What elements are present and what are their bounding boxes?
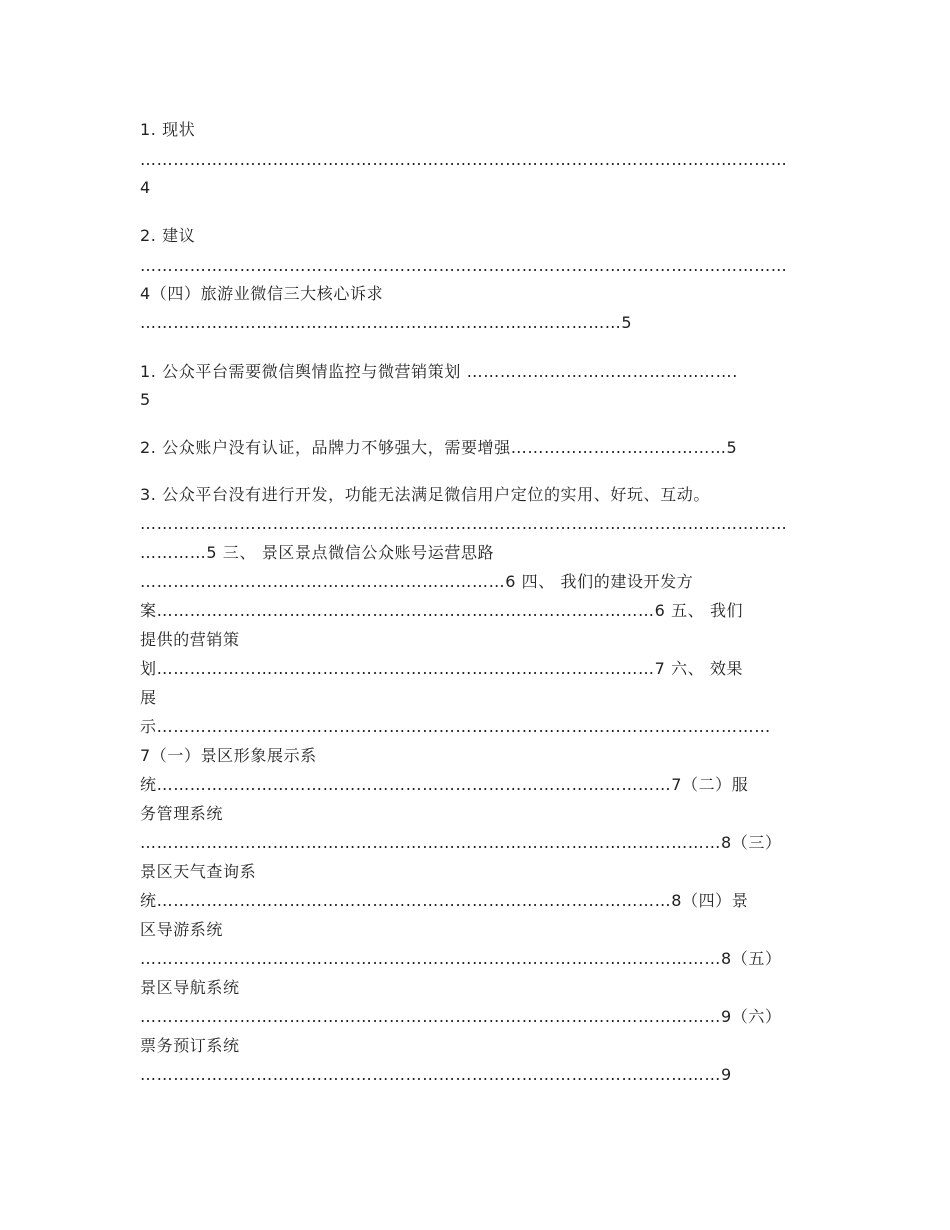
toc-line: ……………………………………………………………………………5	[140, 313, 633, 332]
toc-line: …………………………………………………………6 四、 我们的建设开发方	[140, 572, 694, 591]
toc-line: 提供的营销策	[140, 630, 240, 649]
toc-line: 案………………………………………………………………………………6 五、 我们	[140, 601, 744, 620]
toc-line: 景区导航系统	[140, 978, 240, 997]
toc-line: 示…………………………………………………………………………………………………	[140, 717, 771, 736]
toc-line: 展	[140, 688, 157, 707]
toc-line: ………………………………………………………………………………………………………	[140, 150, 788, 169]
toc-line: 区导游系统	[140, 920, 224, 939]
toc-line: 7（一）景区形象展示系	[140, 746, 317, 765]
toc-line: ………………………………………………………………………………………………………	[140, 256, 788, 275]
toc-line: 统…………………………………………………………………………………8（四）景	[140, 891, 749, 910]
toc-line: 票务预订系统	[140, 1036, 240, 1055]
toc-line: 4（四）旅游业微信三大核心诉求	[140, 284, 384, 303]
toc-line: 1. 现状	[140, 120, 196, 139]
toc-line: ………………………………………………………………………………………………………	[140, 514, 788, 533]
toc-line: 1. 公众平台需要微信舆情监控与微营销策划 ………………………………………….	[140, 362, 738, 381]
toc-line: 统…………………………………………………………………………………7（二）服	[140, 775, 749, 794]
toc-line: ……………………………………………………………………………………………9	[140, 1065, 732, 1084]
toc-line: ……………………………………………………………………………………………9（六）	[140, 1007, 782, 1026]
toc-line: 务管理系统	[140, 804, 224, 823]
toc-line: 5	[140, 390, 151, 409]
toc-line: 3. 公众平台没有进行开发，功能无法满足微信用户定位的实用、好玩、互动。	[140, 485, 710, 504]
toc-line: ……………………………………………………………………………………………8（五）	[140, 949, 782, 968]
toc-line: 划………………………………………………………………………………7 六、 效果	[140, 659, 744, 678]
toc-line: 景区天气查询系	[140, 862, 257, 881]
toc-line: 2. 建议	[140, 226, 196, 245]
toc-line: 4	[140, 178, 151, 197]
toc-line: ……………………………………………………………………………………………8（三）	[140, 833, 782, 852]
toc-line: 2. 公众账户没有认证，品牌力不够强大，需要增强…………………………………5	[140, 438, 738, 457]
toc-line: …………5 三、 景区景点微信公众账号运营思路	[140, 543, 495, 562]
